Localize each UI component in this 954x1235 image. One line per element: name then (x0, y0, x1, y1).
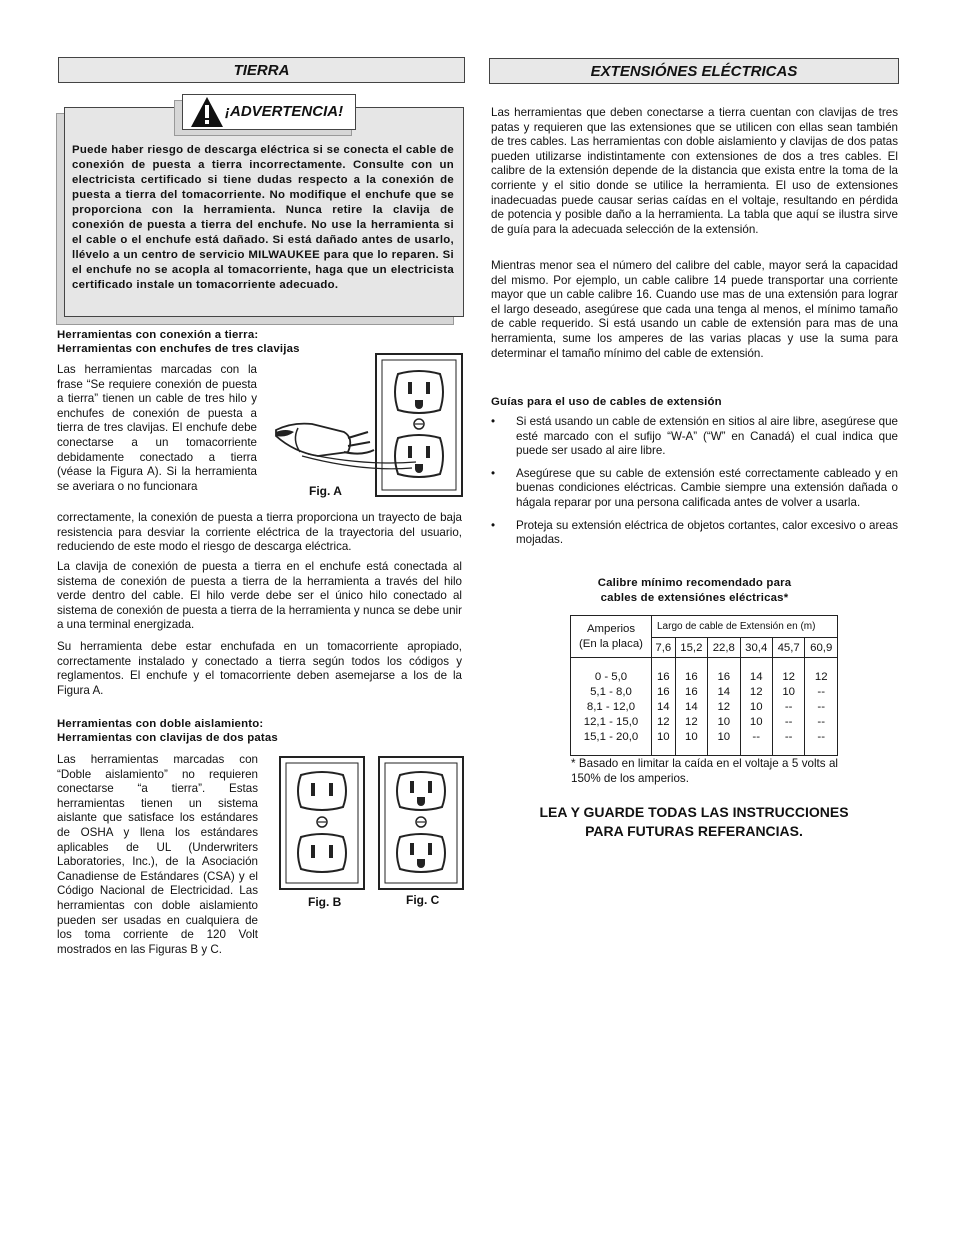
table-gauge-cell: -- (784, 701, 793, 713)
subheading-grounded-line1: Herramientas con conexión a tierra: (57, 329, 259, 341)
table-amp-values (571, 658, 652, 756)
table-gauge-cell: 12 (656, 716, 670, 728)
table-length-col: 60,9 (805, 638, 838, 658)
guide-bullet-text: Si está usando un cable de extensión en sitios al aire libre, asegúrese que esté marcado con el sufijo “W-A” (“W” en Canadá) el cual indica que puede ser usado al aire libre. (516, 415, 898, 458)
table-gauge-column (772, 658, 804, 756)
paragraph-green-wire: La clavija de conexión de puesta a tierra en el enchufe está conectada al sistema de conexión de puesta a tierra de la herramienta a través del hilo verde dentro del cable. El hilo verde debe ser el único hilo conectado al sistema de conexión de puesta a tierra de la herramienta y nunca se debe unir a una terminal energizada. (57, 560, 462, 632)
table-footnote: * Basado en limitar la caída en el voltaje a 5 volts al 150% de los amperios. (571, 757, 838, 785)
figure-c-grounded-outlet-illustration (377, 755, 465, 891)
table-gauge-cell: 14 (717, 686, 731, 698)
table-length-header: Largo de cable de Extensión en (m) (652, 616, 838, 638)
paragraph-outlet: Su herramienta debe estar enchufada en un tomacorriente apropiado, correctamente instalado y conectado a tierra según todos los códigos y reglamentos. El enchufe y el tomacorriente deben asemejarse a los de la Figura A. (57, 640, 462, 697)
figure-a-grounded-outlet-illustration (272, 352, 464, 498)
subheading-double-line1: Herramientas con doble aislamiento: (57, 718, 264, 730)
table-gauge-cell: -- (817, 731, 825, 743)
table-gauge-cell: 10 (717, 716, 731, 728)
table-length-col: 22,8 (708, 638, 740, 658)
final-notice-line1: LEA Y GUARDE TODAS LAS INSTRUCCIONES (539, 804, 849, 820)
table-gauge-cell: 16 (656, 671, 670, 683)
table-gauge-cell: 14 (749, 671, 763, 683)
table-amp-value: 5,1 - 8,0 (590, 686, 632, 698)
table-length-col: 30,4 (740, 638, 772, 658)
table-gauge-cell: 16 (684, 686, 698, 698)
guide-bullet-text: Asegúrese que su cable de extensión esté correctamente cableado y en buenas condiciones eléctricas. Cambie siempre una extensión dañada o hágala reparar por una persona calificada antes de volver a usarla. (516, 466, 898, 509)
bullet-glyph: • (491, 415, 496, 428)
table-gauge-column (805, 658, 838, 756)
table-gauge-cell: -- (817, 686, 825, 698)
table-gauge-cell: 16 (684, 671, 698, 683)
table-amp-value: 12,1 - 15,0 (583, 716, 639, 728)
table-amp-header-line2: (En la placa) (579, 637, 643, 650)
paragraph-double-insulated: Las herramientas marcadas con “Doble aislamiento” no requieren conectarse “a tierra”. Estas herramientas tienen un sistema aislante que satisface los estándares de OSHA y llena los estándares aplicables de UL (Underwriters Laboratories, Inc.), de la Asociación Canadiense de Estándares (CSA) y el Código Nacional de Electricidad. Las herramientas con doble aislamiento pueden ser usadas en cualquiera de los toma corriente de 120 Volt mostrados en las Figuras B y C. (57, 753, 258, 956)
warning-tag (182, 94, 356, 130)
table-gauge-column (675, 658, 707, 756)
guide-bullet-item (491, 415, 898, 459)
table-gauge-cell: 14 (684, 701, 698, 713)
table-gauge-cell: 12 (749, 686, 763, 698)
table-gauge-cell: 10 (782, 686, 796, 698)
table-gauge-cell: 16 (717, 671, 731, 683)
table-amp-header-line1: Amperios (586, 622, 636, 635)
guide-bullet-item (491, 519, 898, 548)
table-gauge-cell: -- (784, 716, 793, 728)
table-gauge-cell: 10 (717, 731, 731, 743)
section-header-extensiones-text: EXTENSIÓNES ELÉCTRICAS (590, 63, 798, 80)
bullet-glyph: • (491, 518, 496, 532)
table-gauge-cell: 12 (717, 701, 731, 713)
table-gauge-cell: 12 (782, 671, 796, 683)
figure-b-two-prong-outlet-illustration (278, 755, 366, 891)
paragraph-extension-gauge: Mientras menor sea el número del calibre del cable, mayor será la capacidad del mismo. Por ejemplo, un cable calibre 14 puede transportar una corriente mayor que un cable calibre 16. Cuando use mas de una extensión para lograr el largo deseado, asegúrese que cada una tenga al menos, el mínimo tamaño de cable requerido. Si está usando un cable de extensión para mas de una herramienta, sume los amperes de las varias placas y use la suma para determinar el tamaño mínimo del cable de extensión. (491, 259, 898, 360)
table-gauge-cell: 10 (749, 701, 763, 713)
table-gauge-cell: 10 (684, 731, 698, 743)
figure-b-label: Fig. B (308, 895, 342, 909)
paragraph-extension-intro: Las herramientas que deben conectarse a tierra cuentan con clavijas de tres patas y requieren que las extensiones que se utilicen con ellas sean también de tres cables. Las herramientas con doble aislamiento y clavijas de dos patas pueden utilizarse indistintamente con extensiones de dos a tres cables. El calibre de la extensión depende de la distancia que exista entre la toma de la corriente y el sitio donde se utilice la herramienta. El uso de extensiones inadecuadas puede causar serias caídas en el voltaje, resultando en pérdida de potencia y posible daño a la herramienta. La tabla que aquí se ilustra sirve de guía para la adecuada selección de la extensión. (491, 106, 898, 236)
table-title-line1: Calibre mínimo recomendado para (597, 577, 792, 589)
final-notice-line2: PARA FUTURAS REFERANCIAS. (585, 823, 803, 839)
table-title (491, 576, 898, 606)
subheading-grounded-line2: Herramientas con enchufes de tres clavijas (57, 343, 300, 355)
paragraph-grounded-continued: correctamente, la conexión de puesta a tierra proporciona un trayecto de baja resistencia para desviar la corriente eléctrica de la trayectoria del usuario, reduciendo de este modo el riesgo de descarga eléctrica. (57, 511, 462, 554)
table-gauge-column (652, 658, 676, 756)
figure-c-label: Fig. C (406, 893, 440, 907)
table-gauge-column (708, 658, 740, 756)
table-gauge-cell: 12 (684, 716, 698, 728)
table-amp-value: 15,1 - 20,0 (583, 731, 639, 743)
table-title-line2: cables de extensiónes eléctricas* (600, 592, 789, 604)
table-gauge-cell: -- (784, 731, 793, 743)
subheading-double-insulated (57, 717, 357, 745)
guide-title: Guías para el uso de cables de extensión (491, 396, 722, 408)
section-header-tierra-text: TIERRA (233, 62, 290, 79)
guide-bullet-text: Proteja su extensión eléctrica de objetos cortantes, calor excesivo o areas mojadas. (516, 518, 898, 547)
table-gauge-cell: -- (752, 731, 761, 743)
table-gauge-cell: -- (817, 716, 825, 728)
table-gauge-cell: 12 (814, 671, 828, 683)
table-amp-value: 0 - 5,0 (594, 671, 628, 683)
bullet-glyph: • (491, 466, 496, 480)
table-gauge-cell: 14 (656, 701, 670, 713)
table-gauge-cell: -- (817, 701, 825, 713)
table-gauge-cell: 10 (656, 731, 670, 743)
table-length-col: 45,7 (772, 638, 804, 658)
guide-bullet-list (491, 415, 898, 556)
section-header-tierra (58, 57, 465, 83)
warning-text: Puede haber riesgo de descarga eléctrica si se conecta el cable de conexión de puesta a tierra incorrectamente. Consulte con un electricista certificado si tiene dudas respecto a la conexión de puesta a tierra del tomacorriente. No modifique el enchufe que se proporciona con la herramienta. Nunca retire la clavija de conexión de puesta a tierra del enchufe. No use la herramienta si el cable o el enchufe está dañado. Si está dañado antes de usarlo, llévelo a un centro de servicio MILWAUKEE para que lo reparen. Si el enchufe no se acopla al tomacorriente, haga que un electricista certificado instale un tomacorriente adecuado. (72, 144, 454, 291)
section-header-extensiones (489, 58, 899, 84)
warning-title: ¡ADVERTENCIA! (225, 103, 344, 120)
table-gauge-cell: 16 (656, 686, 670, 698)
table-gauge-column (740, 658, 772, 756)
extension-gauge-table (570, 615, 838, 756)
table-length-col: 15,2 (675, 638, 707, 658)
table-amp-header (571, 616, 652, 658)
warning-triangle-icon (190, 96, 224, 128)
final-notice (489, 803, 899, 841)
subheading-double-line2: Herramientas con clavijas de dos patas (57, 732, 278, 744)
paragraph-grounded-intro: Las herramientas marcadas con la frase “Se requiere conexión de puesta a tierra” tienen un cable de tres hilo y enchufes de conexión de puesta a tierra de tres clavijas. El enchufe debe conectarse a un tomacorriente debidamente conectado a tierra (véase la Figura A). Si la herramienta se averiara o no funcionara (57, 363, 257, 493)
figure-a-label: Fig. A (309, 484, 342, 498)
guide-bullet-item (491, 467, 898, 511)
table-gauge-cell: 10 (749, 716, 763, 728)
table-length-col: 7,6 (652, 638, 676, 658)
table-amp-value: 8,1 - 12,0 (586, 701, 636, 713)
